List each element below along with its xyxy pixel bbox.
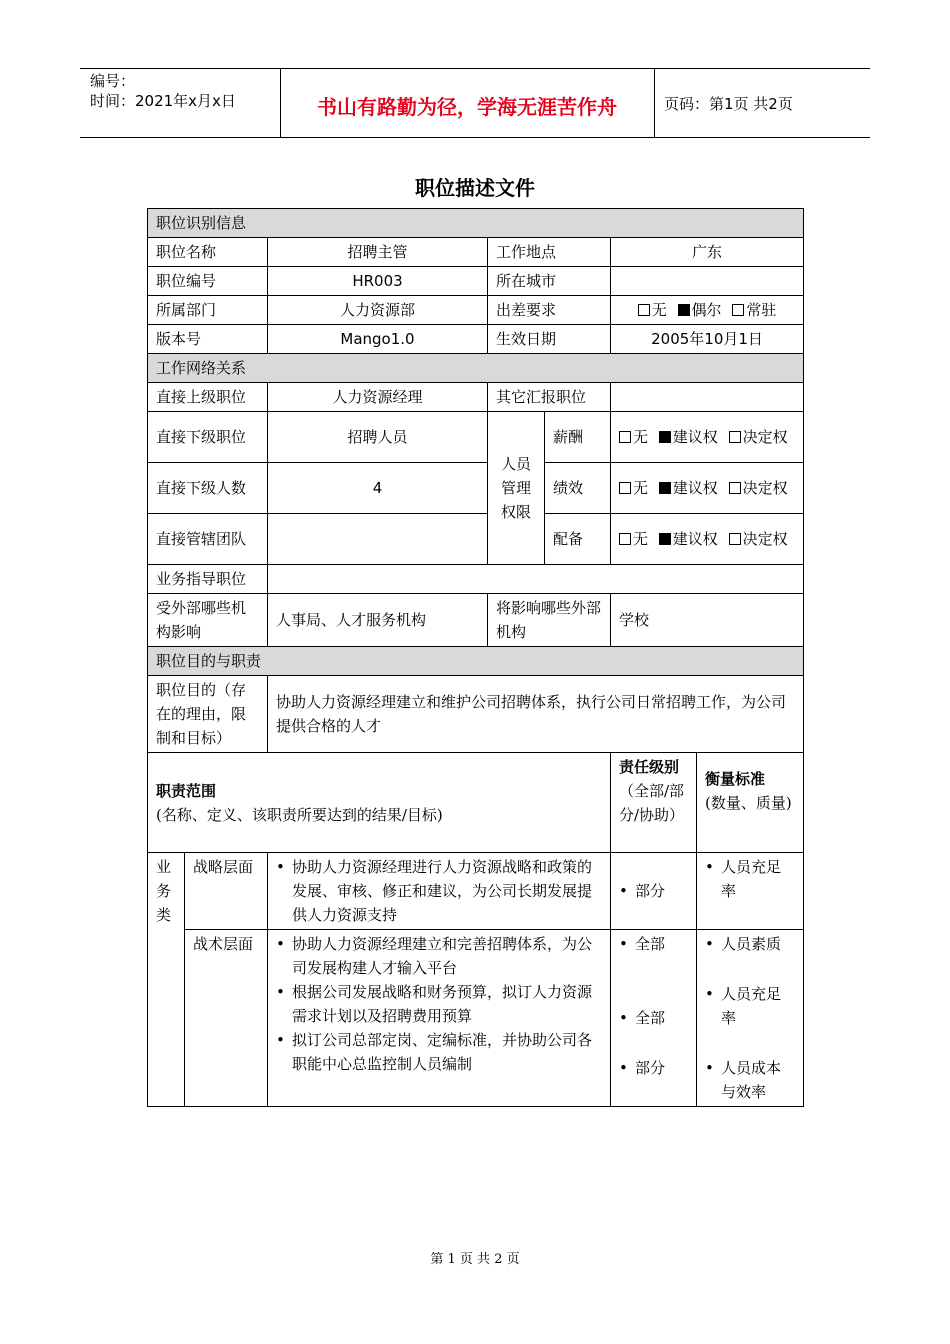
page-header: [80, 68, 870, 138]
document-title: 职位描述文件: [415, 176, 535, 200]
influenced-by-label: 受外部哪些机构影响: [148, 594, 268, 647]
authority-item-label: 配备: [545, 514, 611, 565]
superior-label: 直接上级职位: [148, 383, 268, 412]
authority-option: 决定权: [742, 428, 788, 446]
measure-title: 衡量标准: [705, 770, 766, 788]
authority-option: 无: [633, 428, 649, 446]
duty-measure: • 人员素质: [705, 932, 795, 956]
authority-option: 建议权: [672, 530, 718, 548]
header-divider: [654, 69, 655, 137]
duty-item: • 拟订公司总部定岗、定编标准，并协助公司各职能中心总监控制人员编制: [276, 1028, 602, 1076]
checkbox-empty-icon: [729, 431, 741, 443]
job-description-table: [147, 208, 804, 1107]
travel-label: 出差要求: [488, 296, 611, 325]
sub-count-value: 4: [268, 463, 488, 514]
version-value: Mango1.0: [268, 325, 488, 354]
authority-label: 人员管理权限: [488, 412, 545, 565]
authority-option: 决定权: [742, 479, 788, 497]
checkbox-filled-icon: [678, 304, 690, 316]
duty-items: [268, 930, 611, 1107]
checkbox-empty-icon: [732, 304, 744, 316]
position-code-value: HR003: [268, 267, 488, 296]
duties-category: 业务类: [148, 853, 185, 1107]
duty-group-label: 战略层面: [185, 853, 268, 930]
purpose-label: 职位目的（存在的理由，限制和目标）: [148, 676, 268, 753]
department-value: 人力资源部: [268, 296, 488, 325]
measure-header: [697, 753, 804, 853]
duty-levels: [611, 853, 697, 930]
checkbox-filled-icon: [659, 482, 671, 494]
influences-value: 学校: [611, 594, 804, 647]
checkbox-empty-icon: [729, 533, 741, 545]
duty-items: [268, 853, 611, 930]
authority-option: 无: [633, 479, 649, 497]
checkbox-filled-icon: [659, 431, 671, 443]
authority-option: 建议权: [672, 479, 718, 497]
duty-level: • 部分: [619, 1056, 688, 1080]
effective-date-value: 2005年10月1日: [611, 325, 804, 354]
authority-item-label: 薪酬: [545, 412, 611, 463]
duty-group-label: 战术层面: [185, 930, 268, 1107]
header-page-number: 页码：第1页 共2页: [664, 95, 793, 113]
duty-levels: [611, 930, 697, 1107]
checkbox-empty-icon: [638, 304, 650, 316]
authority-option: 建议权: [672, 428, 718, 446]
checkbox-empty-icon: [729, 482, 741, 494]
duty-item: • 协助人力资源经理建立和完善招聘体系，为公司发展构建人才输入平台: [276, 932, 602, 980]
subordinate-value: 招聘人员: [268, 412, 488, 463]
work-location-label: 工作地点: [488, 238, 611, 267]
section-purpose: 职位目的与职责: [148, 647, 804, 676]
influenced-by-value: 人事局、人才服务机构: [268, 594, 488, 647]
level-header: [611, 753, 697, 853]
duty-measure: • 人员充足率: [705, 855, 795, 903]
duty-measures: [697, 930, 804, 1107]
header-left: [90, 71, 236, 111]
other-report-value: [611, 383, 804, 412]
measure-subtitle: (数量、质量): [705, 794, 792, 812]
header-motto: 书山有路勤为径，学海无涯苦作舟: [317, 95, 617, 119]
team-value: [268, 514, 488, 565]
page-footer: 第 1 页 共 2 页: [430, 1252, 520, 1267]
influences-label: 将影响哪些外部机构: [488, 594, 611, 647]
section-network: 工作网络关系: [148, 354, 804, 383]
guidance-label: 业务指导职位: [148, 565, 268, 594]
version-label: 版本号: [148, 325, 268, 354]
time-label: 时间：2021年x月x日: [90, 92, 236, 110]
checkbox-empty-icon: [619, 482, 631, 494]
scope-title: 职责范围: [156, 781, 217, 800]
duties-scope-header: [148, 753, 611, 853]
department-label: 所属部门: [148, 296, 268, 325]
city-label: 所在城市: [488, 267, 611, 296]
checkbox-filled-icon: [659, 533, 671, 545]
work-location-value: 广东: [611, 238, 804, 267]
duty-level: • 全部: [619, 932, 688, 956]
other-report-label: 其它汇报职位: [488, 383, 611, 412]
level-title: 责任级别: [619, 758, 680, 776]
duty-level: • 部分: [619, 879, 688, 903]
travel-option: 常驻: [746, 301, 777, 319]
position-code-label: 职位编号: [148, 267, 268, 296]
effective-date-label: 生效日期: [488, 325, 611, 354]
authority-options: [611, 463, 804, 514]
subordinate-label: 直接下级职位: [148, 412, 268, 463]
level-subtitle: （全部/部分/协助）: [619, 782, 685, 824]
authority-option: 决定权: [742, 530, 788, 548]
scope-subtitle: (名称、定义、该职责所要达到的结果/目标): [156, 805, 443, 824]
position-name-label: 职位名称: [148, 238, 268, 267]
authority-options: [611, 412, 804, 463]
authority-option: 无: [633, 530, 649, 548]
team-label: 直接管辖团队: [148, 514, 268, 565]
duty-item: • 协助人力资源经理进行人力资源战略和政策的发展、审核、修正和建议，为公司长期发展提供人力资源支持: [276, 855, 602, 927]
travel-option: 无: [651, 301, 667, 319]
duty-measures: [697, 853, 804, 930]
travel-option: 偶尔: [691, 301, 722, 319]
duty-item: • 根据公司发展战略和财务预算，拟订人力资源需求计划以及招聘费用预算: [276, 980, 602, 1028]
sub-count-label: 直接下级人数: [148, 463, 268, 514]
code-label: 编号：: [90, 72, 136, 90]
duty-measure: • 人员成本与效率: [705, 1056, 795, 1104]
city-value: [611, 267, 804, 296]
superior-value: 人力资源经理: [268, 383, 488, 412]
guidance-value: [268, 565, 804, 594]
duty-measure: • 人员充足率: [705, 982, 795, 1030]
duty-level: • 全部: [619, 1006, 688, 1030]
authority-item-label: 绩效: [545, 463, 611, 514]
checkbox-empty-icon: [619, 431, 631, 443]
travel-options: [611, 296, 804, 325]
position-name-value: 招聘主管: [268, 238, 488, 267]
checkbox-empty-icon: [619, 533, 631, 545]
purpose-value: 协助人力资源经理建立和维护公司招聘体系，执行公司日常招聘工作，为公司提供合格的人才: [268, 676, 804, 753]
authority-options: [611, 514, 804, 565]
section-identity: 职位识别信息: [148, 209, 804, 238]
